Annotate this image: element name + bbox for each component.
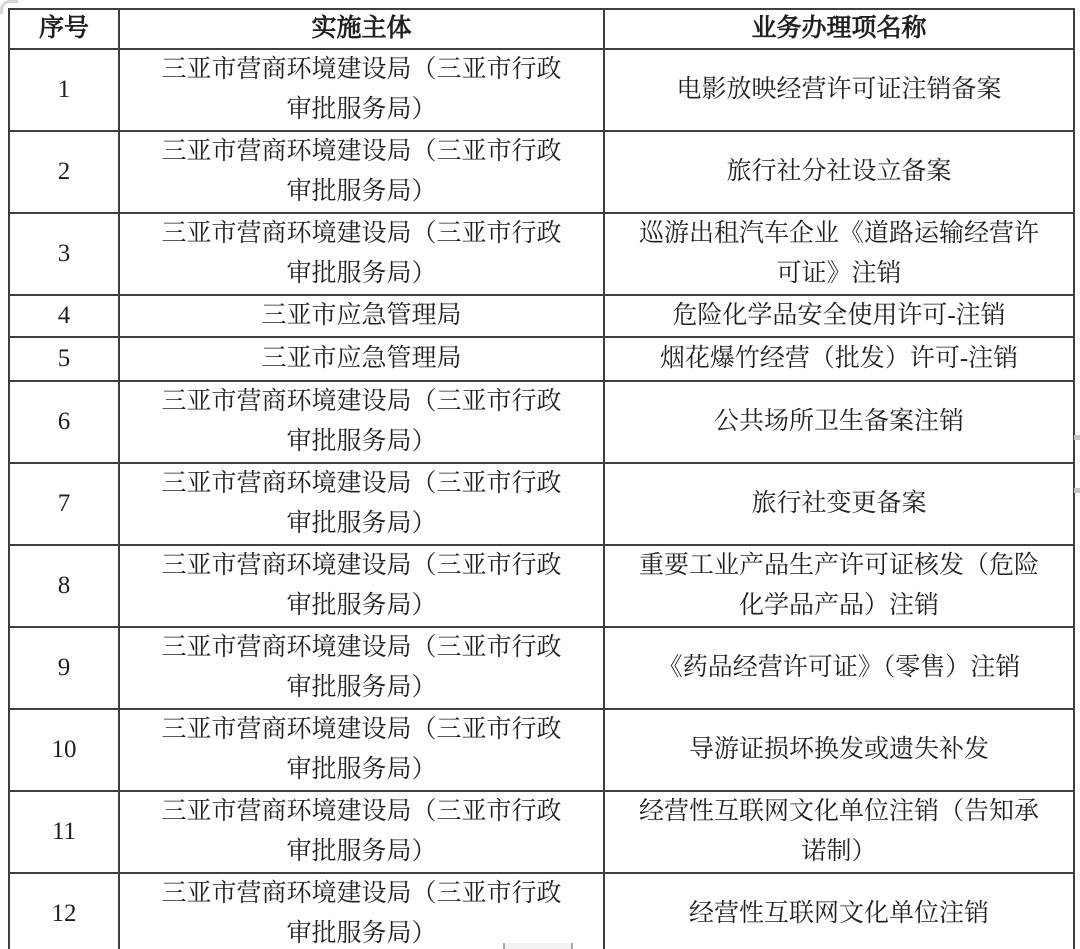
row-number-cell: 10	[9, 709, 119, 791]
business-items-table	[8, 8, 1075, 949]
item-name-cell: 重要工业产品生产许可证核发（危险化学品产品）注销	[604, 545, 1074, 627]
row-number-cell: 7	[9, 463, 119, 545]
row-number-cell: 12	[9, 873, 119, 949]
col-header-agency: 实施主体	[119, 9, 604, 49]
item-name-cell: 烟花爆竹经营（批发）许可-注销	[604, 337, 1074, 381]
agency-cell: 三亚市营商环境建设局（三亚市行政审批服务局）	[119, 545, 604, 627]
item-name-cell: 旅行社变更备案	[604, 463, 1074, 545]
row-number-cell: 3	[9, 213, 119, 295]
edge-artifact	[1074, 488, 1080, 493]
table-row	[9, 381, 1074, 463]
item-name-cell: 巡游出租汽车企业《道路运输经营许可证》注销	[604, 213, 1074, 295]
table-row	[9, 49, 1074, 131]
agency-cell: 三亚市营商环境建设局（三亚市行政审批服务局）	[119, 791, 604, 873]
row-number-cell: 5	[9, 337, 119, 381]
row-number-cell: 11	[9, 791, 119, 873]
item-name-cell: 经营性互联网文化单位注销	[604, 873, 1074, 949]
table-row	[9, 873, 1074, 949]
item-name-cell: 旅行社分社设立备案	[604, 131, 1074, 213]
agency-cell: 三亚市应急管理局	[119, 295, 604, 337]
item-name-cell: 危险化学品安全使用许可-注销	[604, 295, 1074, 337]
item-name-cell: 电影放映经营许可证注销备案	[604, 49, 1074, 131]
item-name-cell: 导游证损坏换发或遗失补发	[604, 709, 1074, 791]
agency-cell: 三亚市营商环境建设局（三亚市行政审批服务局）	[119, 627, 604, 709]
agency-cell: 三亚市营商环境建设局（三亚市行政审批服务局）	[119, 381, 604, 463]
agency-cell: 三亚市应急管理局	[119, 337, 604, 381]
agency-cell: 三亚市营商环境建设局（三亚市行政审批服务局）	[119, 709, 604, 791]
edge-artifact	[1074, 435, 1080, 440]
table-header	[9, 9, 1074, 49]
table-row	[9, 131, 1074, 213]
table-row	[9, 463, 1074, 545]
row-number-cell: 2	[9, 131, 119, 213]
col-header-item-name: 业务办理项名称	[604, 9, 1074, 49]
table-row	[9, 545, 1074, 627]
header-row	[9, 9, 1074, 49]
table-row	[9, 295, 1074, 337]
agency-cell: 三亚市营商环境建设局（三亚市行政审批服务局）	[119, 873, 604, 949]
table-row	[9, 627, 1074, 709]
table-row	[9, 709, 1074, 791]
item-name-cell: 《药品经营许可证》（零售）注销	[604, 627, 1074, 709]
row-number-cell: 4	[9, 295, 119, 337]
row-number-cell: 9	[9, 627, 119, 709]
table-body	[9, 49, 1074, 949]
partial-next-row-cell	[503, 943, 573, 949]
row-number-cell: 1	[9, 49, 119, 131]
table-row	[9, 213, 1074, 295]
table-row	[9, 337, 1074, 381]
row-number-cell: 8	[9, 545, 119, 627]
row-number-cell: 6	[9, 381, 119, 463]
agency-cell: 三亚市营商环境建设局（三亚市行政审批服务局）	[119, 213, 604, 295]
item-name-cell: 公共场所卫生备案注销	[604, 381, 1074, 463]
agency-cell: 三亚市营商环境建设局（三亚市行政审批服务局）	[119, 131, 604, 213]
agency-cell: 三亚市营商环境建设局（三亚市行政审批服务局）	[119, 463, 604, 545]
item-name-cell: 经营性互联网文化单位注销（告知承诺制）	[604, 791, 1074, 873]
agency-cell: 三亚市营商环境建设局（三亚市行政审批服务局）	[119, 49, 604, 131]
table-row	[9, 791, 1074, 873]
col-header-number: 序号	[9, 9, 119, 49]
